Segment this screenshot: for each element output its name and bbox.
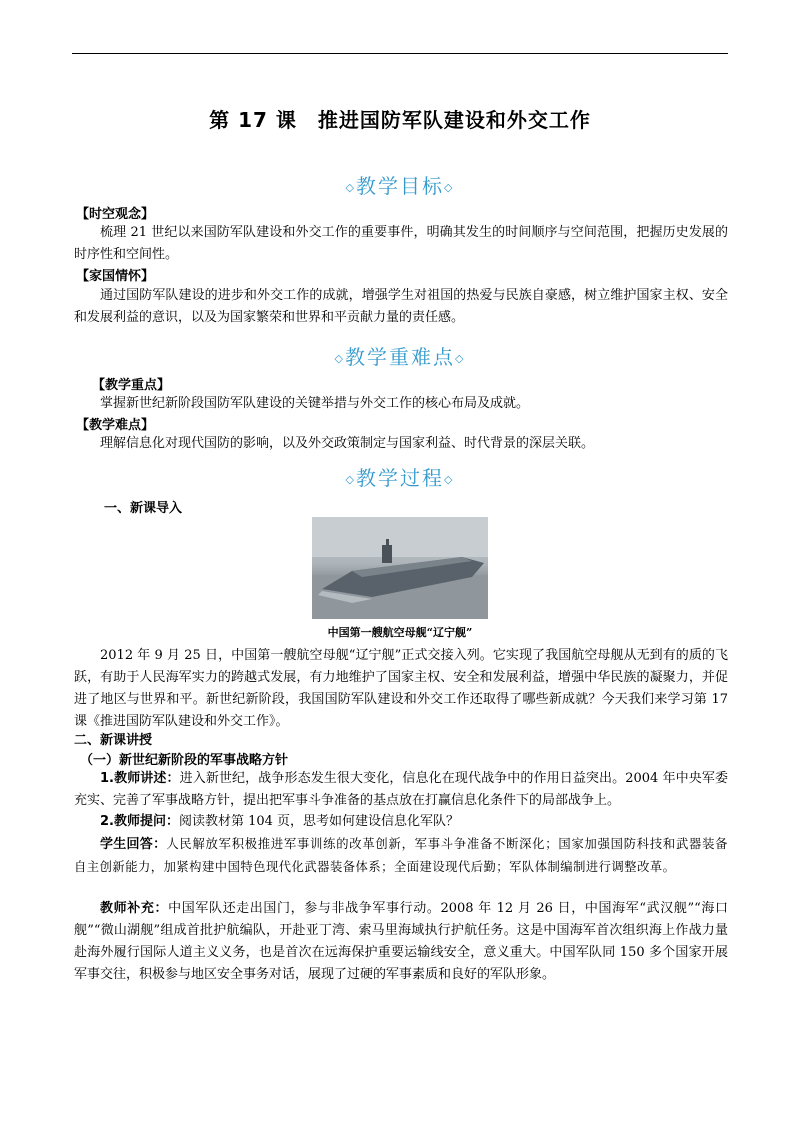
- teacher-supplement: [74, 898, 728, 986]
- section-process-label: 教学过程: [356, 466, 444, 490]
- lesson-title: 第 17 课 推进国防军队建设和外交工作: [209, 108, 591, 132]
- heading-new-lesson: 二、新课讲授: [74, 733, 153, 748]
- key-point-paragraph: 掌握新世纪新阶段国防军队建设的关键举措与外交工作的核心布局及成就。: [100, 396, 530, 411]
- teacher-lecture: [74, 768, 728, 812]
- student-answer: [74, 833, 728, 879]
- tag-key-point: 【教学重点】: [92, 378, 171, 393]
- section-heading-goals: [0, 170, 800, 199]
- label-teacher-supplement: 教师补充：: [100, 901, 169, 916]
- section-heading-key-points: [0, 341, 800, 370]
- label-student-answer: 学生回答：: [100, 837, 167, 852]
- carrier-illustration: [312, 517, 488, 619]
- label-teacher-question: 2.教师提问：: [100, 814, 179, 829]
- diamond-icon: ◇: [345, 473, 356, 486]
- difficulty-paragraph: 理解信息化对现代国防的影响，以及外交政策制定与国家利益、时代背景的深层关联。: [100, 436, 595, 451]
- text-teacher-question: 阅读教材第 104 页，思考如何建设信息化军队？: [178, 814, 460, 829]
- goal-paragraph-1: 梳理 21 世纪以来国防军队建设和外交工作的重要事件，明确其发生的时间顺序与空间范围，把握历史发展的时序性和空间性。: [74, 225, 728, 262]
- intro-paragraph: 2012 年 9 月 25 日，中国第一艘航空母舰“辽宁舰”正式交接入列。它实现了我国航空母舰从无到有的质的飞跃，有助于人民海军实力的跨越式发展，有力地维护了国家主权、安全和发展利益，增强中华民族的凝聚力，并促进了地区与世界和平。新世纪新阶段，我国国防军队建设和外交工作还取得了哪些新成就？今天我们来学习第 17 课《推进国防军队建设和外交工作》。: [74, 648, 728, 729]
- header-rule: [72, 53, 728, 54]
- heading-intro: 一、新课导入: [104, 501, 183, 516]
- photo-caption: 中国第一艘航空母舰“辽宁舰”: [327, 626, 473, 639]
- diamond-icon: ◇: [444, 473, 455, 486]
- tag-time-space: 【时空观念】: [76, 207, 155, 222]
- tag-patriotism: 【家国情怀】: [76, 269, 155, 284]
- tag-difficulty: 【教学难点】: [76, 418, 155, 433]
- text-teacher-supplement: 中国军队还走出国门，参与非战争军事行动。2008 年 12 月 26 日，中国海军“武汉舰”“海口舰”“微山湖舰”组成首批护航编队，开赴亚丁湾、索马里海域执行护航任务。这是中国海军首次组织海上作战力量赴海外履行国际人道主义义务，也是首次在远海保护重要运输线安全，意义重大。中国军队同 150 多个国家开展军事交往，积极参与地区安全事务对话，展现了过硬的军事素质和良好的军队形象。: [74, 901, 728, 982]
- label-teacher-lecture: 1.教师讲述：: [100, 771, 180, 786]
- goal-paragraph-2: 通过国防军队建设的进步和外交工作的成就，增强学生对祖国的热爱与民族自豪感，树立维护国家主权、安全和发展利益的意识，以及为国家繁荣和世界和平贡献力量的责任感。: [74, 288, 728, 325]
- section-heading-process: [0, 462, 800, 491]
- section-goals-label: 教学目标: [356, 174, 444, 198]
- diamond-icon: ◇: [444, 181, 455, 194]
- section-key-label: 教学重难点: [345, 345, 455, 369]
- aircraft-carrier-photo: [312, 517, 488, 619]
- text-student-answer: 人民解放军积极推进军事训练的改革创新，军事斗争准备不断深化；国家加强国防科技和武器装备自主创新能力，加紧构建中国特色现代化武器装备体系；全面建设现代后勤；军队体制编制进行调整改革。: [74, 837, 728, 874]
- diamond-icon: ◇: [345, 181, 356, 194]
- diamond-icon: ◇: [455, 352, 466, 365]
- diamond-icon: ◇: [334, 352, 345, 365]
- text-teacher-lecture: 进入新世纪，战争形态发生很大变化，信息化在现代战争中的作用日益突出。2004 年中央军委充实、完善了军事战略方针，提出把军事斗争准备的基点放在打赢信息化条件下的局部战争上。: [74, 771, 728, 808]
- heading-strategy: （一）新世纪新阶段的军事战略方针: [80, 753, 289, 768]
- teacher-question: [74, 811, 728, 833]
